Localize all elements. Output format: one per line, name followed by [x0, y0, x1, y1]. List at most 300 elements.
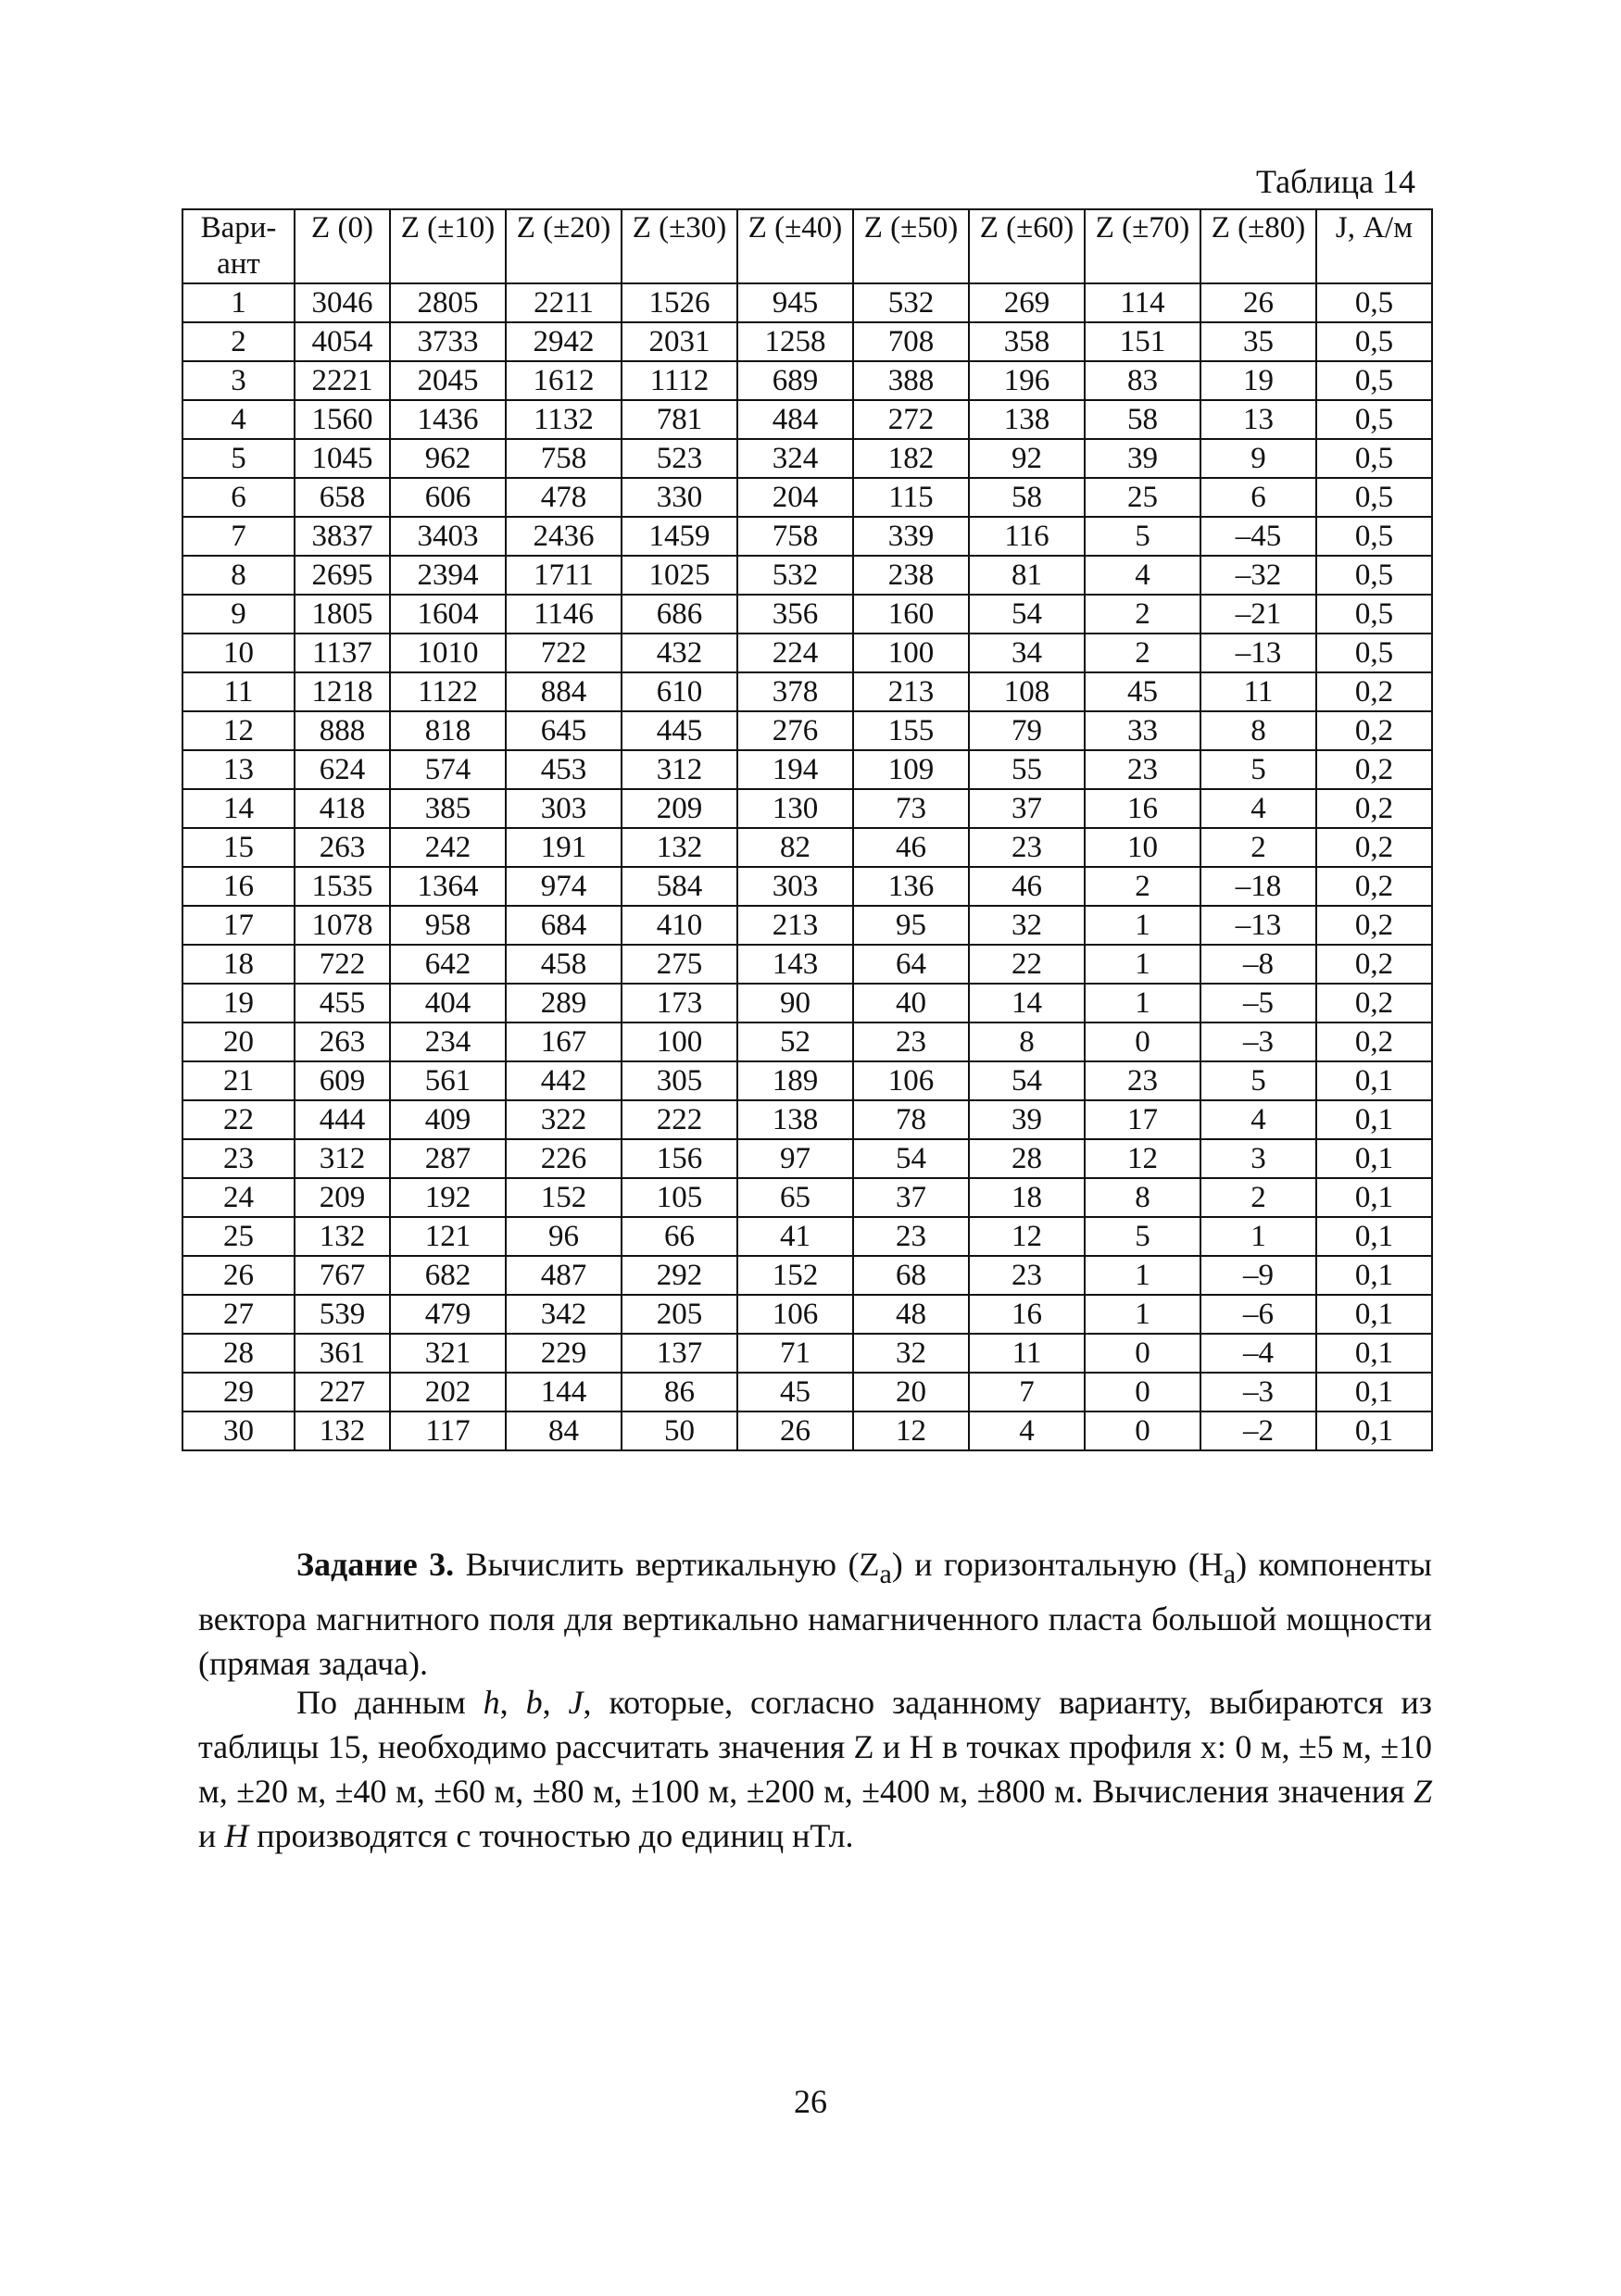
table-cell: 684: [506, 906, 622, 945]
table-row: [182, 1256, 1432, 1295]
table-cell: 10: [1085, 828, 1200, 867]
table-cell: 410: [622, 906, 737, 945]
table-cell: 23: [969, 1256, 1085, 1295]
table-row: [182, 1100, 1432, 1139]
variant-cell: 5: [182, 439, 295, 478]
table-cell: 213: [853, 672, 969, 711]
table-cell: 312: [295, 1139, 390, 1178]
table-cell: 16: [969, 1295, 1085, 1334]
table-cell: 0,5: [1316, 595, 1432, 634]
table-cell: 0,1: [1316, 1100, 1432, 1139]
table-cell: 767: [295, 1256, 390, 1295]
table-cell: 1436: [390, 400, 506, 439]
table-row: [182, 517, 1432, 556]
table-cell: 2211: [506, 283, 622, 322]
table-cell: 78: [853, 1100, 969, 1139]
table-cell: 192: [390, 1178, 506, 1217]
table-cell: 1612: [506, 361, 622, 400]
table-cell: 0: [1085, 1023, 1200, 1061]
variant-cell: 17: [182, 906, 295, 945]
table-cell: 234: [390, 1023, 506, 1061]
table-cell: 229: [506, 1334, 622, 1373]
table-cell: 1535: [295, 867, 390, 906]
table-cell: 0,1: [1316, 1411, 1432, 1450]
table-cell: 2031: [622, 322, 737, 361]
table-cell: 20: [853, 1373, 969, 1411]
table-cell: 224: [737, 634, 853, 672]
table-cell: 0: [1085, 1411, 1200, 1450]
table-cell: 624: [295, 750, 390, 789]
table-row: [182, 439, 1432, 478]
table-cell: 609: [295, 1061, 390, 1100]
table-cell: 1604: [390, 595, 506, 634]
header-col: Z (±40): [737, 209, 853, 283]
table-cell: 204: [737, 478, 853, 517]
var-h: h: [483, 1684, 500, 1721]
variant-cell: 8: [182, 556, 295, 595]
table-cell: 444: [295, 1100, 390, 1139]
table-cell: 54: [969, 1061, 1085, 1100]
table-cell: 0,5: [1316, 400, 1432, 439]
table-row: [182, 634, 1432, 672]
table-cell: 2: [1200, 828, 1316, 867]
table-cell: –3: [1200, 1023, 1316, 1061]
header-col: Z (±20): [506, 209, 622, 283]
table-cell: 574: [390, 750, 506, 789]
table-cell: 64: [853, 945, 969, 984]
variant-cell: 2: [182, 322, 295, 361]
table-cell: 71: [737, 1334, 853, 1373]
table-cell: 818: [390, 711, 506, 750]
table-cell: 2: [1085, 867, 1200, 906]
table-cell: 26: [737, 1411, 853, 1450]
table-cell: 95: [853, 906, 969, 945]
table-cell: 39: [1085, 439, 1200, 478]
table-cell: 46: [969, 867, 1085, 906]
table-cell: 213: [737, 906, 853, 945]
table-cell: 152: [506, 1178, 622, 1217]
table-cell: 45: [737, 1373, 853, 1411]
table-cell: 136: [853, 867, 969, 906]
table-cell: 3837: [295, 517, 390, 556]
table-cell: 54: [969, 595, 1085, 634]
table-cell: 409: [390, 1100, 506, 1139]
variant-cell: 11: [182, 672, 295, 711]
table-cell: 0,1: [1316, 1295, 1432, 1334]
table-cell: 3403: [390, 517, 506, 556]
table-cell: 3046: [295, 283, 390, 322]
table-cell: 66: [622, 1217, 737, 1256]
table-cell: 0,1: [1316, 1178, 1432, 1217]
variant-cell: 4: [182, 400, 295, 439]
variant-cell: 20: [182, 1023, 295, 1061]
table-cell: 0,5: [1316, 283, 1432, 322]
table-cell: 92: [969, 439, 1085, 478]
header-variant-line1: Вари-: [200, 211, 277, 245]
table-cell: 1218: [295, 672, 390, 711]
table-cell: 722: [295, 945, 390, 984]
variant-cell: 29: [182, 1373, 295, 1411]
table-cell: 1560: [295, 400, 390, 439]
table-cell: 5: [1085, 1217, 1200, 1256]
table-cell: 1459: [622, 517, 737, 556]
table-cell: 86: [622, 1373, 737, 1411]
table-cell: 23: [853, 1023, 969, 1061]
var-b: b: [525, 1684, 543, 1721]
table-cell: 1: [1085, 984, 1200, 1023]
table-cell: 445: [622, 711, 737, 750]
table-cell: 11: [1200, 672, 1316, 711]
table-cell: 1025: [622, 556, 737, 595]
header-col: Z (±30): [622, 209, 737, 283]
variant-cell: 30: [182, 1411, 295, 1450]
table-cell: –2: [1200, 1411, 1316, 1450]
table-cell: 2942: [506, 322, 622, 361]
variant-cell: 26: [182, 1256, 295, 1295]
table-cell: 0,5: [1316, 634, 1432, 672]
table-cell: 0,5: [1316, 361, 1432, 400]
task-paragraph-2: По данным h, b, J, которые, согласно заданному варианту, выбираются из таблицы 15, необходимо рассчитать значения Z и H в точках профиля x: 0 м, ±5 м, ±10 м, ±20 м, ±40 м, ±60 м, ±80 м, ±100 м, ±200 м, ±400 м, ±800 м. Вычисления значения Z и H производятся с точностью до единиц нТл.: [198, 1684, 1433, 1854]
table-cell: 0,2: [1316, 750, 1432, 789]
table-cell: 0,2: [1316, 828, 1432, 867]
table-cell: 26: [1200, 283, 1316, 322]
table-cell: 0,1: [1316, 1334, 1432, 1373]
table-cell: –32: [1200, 556, 1316, 595]
table-cell: 2394: [390, 556, 506, 595]
table-cell: –21: [1200, 595, 1316, 634]
page-number: 26: [794, 2083, 827, 2120]
table-cell: 33: [1085, 711, 1200, 750]
table-row: [182, 789, 1432, 828]
table-cell: 130: [737, 789, 853, 828]
table-cell: 1364: [390, 867, 506, 906]
table-cell: 3: [1200, 1139, 1316, 1178]
table-cell: 276: [737, 711, 853, 750]
table-cell: 34: [969, 634, 1085, 672]
table-cell: 1: [1085, 906, 1200, 945]
table-cell: 1137: [295, 634, 390, 672]
header-variant-line2: ант: [217, 247, 260, 281]
table-cell: 46: [853, 828, 969, 867]
table-cell: 958: [390, 906, 506, 945]
var-H: H: [224, 1817, 249, 1854]
table-cell: 81: [969, 556, 1085, 595]
table-row: [182, 478, 1432, 517]
table-cell: 17: [1085, 1100, 1200, 1139]
table-cell: 50: [622, 1411, 737, 1450]
table-cell: 173: [622, 984, 737, 1023]
table-cell: 84: [506, 1411, 622, 1450]
table-cell: 5: [1200, 1061, 1316, 1100]
table-cell: 4054: [295, 322, 390, 361]
table-cell: 222: [622, 1100, 737, 1139]
table-cell: 455: [295, 984, 390, 1023]
table-cell: 584: [622, 867, 737, 906]
table-cell: 0,2: [1316, 945, 1432, 984]
table-cell: 1010: [390, 634, 506, 672]
table-cell: 532: [853, 283, 969, 322]
table-cell: 7: [969, 1373, 1085, 1411]
header-col: Z (±10): [390, 209, 506, 283]
table-cell: 18: [969, 1178, 1085, 1217]
table-row: [182, 1334, 1432, 1373]
table-cell: 116: [969, 517, 1085, 556]
table-cell: 1: [1200, 1217, 1316, 1256]
task-title: Задание 3.: [296, 1546, 455, 1583]
table-row: [182, 361, 1432, 400]
table-cell: 23: [969, 828, 1085, 867]
table-cell: 191: [506, 828, 622, 867]
table-cell: 132: [295, 1411, 390, 1450]
table-cell: 321: [390, 1334, 506, 1373]
subscript-a: a: [879, 1559, 892, 1590]
table-cell: 1: [1085, 1256, 1200, 1295]
table-cell: 263: [295, 1023, 390, 1061]
table-cell: 303: [737, 867, 853, 906]
table-cell: 2045: [390, 361, 506, 400]
table-cell: 114: [1085, 283, 1200, 322]
table-cell: 132: [295, 1217, 390, 1256]
table-cell: 2: [1200, 1178, 1316, 1217]
table-cell: 272: [853, 400, 969, 439]
table-cell: 45: [1085, 672, 1200, 711]
table-cell: 100: [622, 1023, 737, 1061]
variant-cell: 27: [182, 1295, 295, 1334]
table-cell: 156: [622, 1139, 737, 1178]
table-cell: 4: [1200, 1100, 1316, 1139]
table-cell: 658: [295, 478, 390, 517]
table-cell: 65: [737, 1178, 853, 1217]
table-cell: 155: [853, 711, 969, 750]
table-cell: 539: [295, 1295, 390, 1334]
table-cell: 0,5: [1316, 439, 1432, 478]
table-cell: 2221: [295, 361, 390, 400]
table-cell: 0,5: [1316, 322, 1432, 361]
table-cell: 16: [1085, 789, 1200, 828]
table-cell: 73: [853, 789, 969, 828]
table-cell: 0,1: [1316, 1061, 1432, 1100]
variant-cell: 22: [182, 1100, 295, 1139]
table-cell: 1078: [295, 906, 390, 945]
table-cell: 106: [853, 1061, 969, 1100]
table-cell: 0,1: [1316, 1217, 1432, 1256]
table-cell: 48: [853, 1295, 969, 1334]
table-row: [182, 400, 1432, 439]
table-cell: 23: [853, 1217, 969, 1256]
table-cell: –8: [1200, 945, 1316, 984]
table-cell: 28: [969, 1139, 1085, 1178]
header-col: Z (0): [295, 209, 390, 283]
table-cell: 205: [622, 1295, 737, 1334]
header-col: Z (±60): [969, 209, 1085, 283]
table-cell: 561: [390, 1061, 506, 1100]
variant-cell: 13: [182, 750, 295, 789]
table-cell: 54: [853, 1139, 969, 1178]
header-variant: [182, 209, 295, 283]
table-cell: 209: [295, 1178, 390, 1217]
table-cell: 209: [622, 789, 737, 828]
table-cell: 25: [1085, 478, 1200, 517]
table-cell: 1258: [737, 322, 853, 361]
var-J: J: [568, 1684, 584, 1721]
task-text-1b: ) и горизонтальную (H: [891, 1546, 1224, 1583]
table-cell: 32: [969, 906, 1085, 945]
variant-cell: 25: [182, 1217, 295, 1256]
table-cell: 96: [506, 1217, 622, 1256]
table-row: [182, 945, 1432, 984]
table-cell: 479: [390, 1295, 506, 1334]
table-cell: 8: [969, 1023, 1085, 1061]
table-cell: 758: [737, 517, 853, 556]
table-row: [182, 595, 1432, 634]
var-Z: Z: [1413, 1773, 1433, 1810]
table-cell: 0: [1085, 1373, 1200, 1411]
table-cell: 884: [506, 672, 622, 711]
table-cell: 303: [506, 789, 622, 828]
variant-cell: 23: [182, 1139, 295, 1178]
table-row: [182, 1411, 1432, 1450]
table-row: [182, 1373, 1432, 1411]
table-caption: Таблица 14: [1256, 163, 1415, 200]
table-cell: 3733: [390, 322, 506, 361]
table-cell: 312: [622, 750, 737, 789]
table-cell: 289: [506, 984, 622, 1023]
table-cell: 686: [622, 595, 737, 634]
table-cell: 606: [390, 478, 506, 517]
variant-cell: 24: [182, 1178, 295, 1217]
table-cell: 1526: [622, 283, 737, 322]
table-cell: 781: [622, 400, 737, 439]
table-cell: 32: [853, 1334, 969, 1373]
task-text-1a: Вычислить вертикальную (Z: [465, 1546, 880, 1583]
table-cell: 330: [622, 478, 737, 517]
table-cell: 238: [853, 556, 969, 595]
table-cell: 378: [737, 672, 853, 711]
table-cell: 9: [1200, 439, 1316, 478]
table-cell: 2: [1085, 595, 1200, 634]
table-row: [182, 1139, 1432, 1178]
table-cell: –6: [1200, 1295, 1316, 1334]
table-cell: 58: [1085, 400, 1200, 439]
table-cell: 14: [969, 984, 1085, 1023]
table-cell: 322: [506, 1100, 622, 1139]
table-cell: –9: [1200, 1256, 1316, 1295]
table-cell: –18: [1200, 867, 1316, 906]
table-cell: 287: [390, 1139, 506, 1178]
table-cell: 117: [390, 1411, 506, 1450]
table-cell: 37: [853, 1178, 969, 1217]
table-cell: –4: [1200, 1334, 1316, 1373]
table-cell: 37: [969, 789, 1085, 828]
table-cell: 39: [969, 1100, 1085, 1139]
table-cell: 194: [737, 750, 853, 789]
table-cell: 105: [622, 1178, 737, 1217]
variant-cell: 28: [182, 1334, 295, 1373]
table-cell: 453: [506, 750, 622, 789]
table-row: [182, 711, 1432, 750]
variant-cell: 12: [182, 711, 295, 750]
table-cell: 115: [853, 478, 969, 517]
task-text-2b: которые, согласно заданному варианту, выбираются из таблицы 15, необходимо рассчитать значения Z и H в точках профиля x: 0 м, ±5 м, ±10 м, ±20 м, ±40 м, ±60 м, ±80 м, ±100 м, ±200 м, ±400 м, ±800 м. Вычисления значения: [198, 1684, 1433, 1810]
task-text-2c: производятся с точностью до единиц нТл.: [257, 1817, 854, 1854]
table-cell: 1112: [622, 361, 737, 400]
table-cell: 418: [295, 789, 390, 828]
table-cell: 23: [1085, 1061, 1200, 1100]
table-cell: 167: [506, 1023, 622, 1061]
table-cell: 79: [969, 711, 1085, 750]
variant-cell: 1: [182, 283, 295, 322]
table-cell: 487: [506, 1256, 622, 1295]
variant-cell: 10: [182, 634, 295, 672]
table-cell: 2695: [295, 556, 390, 595]
task-text-2a: По данным: [296, 1684, 466, 1721]
table-cell: 0: [1085, 1334, 1200, 1373]
table-cell: 2805: [390, 283, 506, 322]
table-cell: 108: [969, 672, 1085, 711]
table-cell: 888: [295, 711, 390, 750]
table-cell: 458: [506, 945, 622, 984]
table-cell: 0,2: [1316, 1023, 1432, 1061]
table-cell: 263: [295, 828, 390, 867]
table-cell: 356: [737, 595, 853, 634]
variant-cell: 3: [182, 361, 295, 400]
table-row: [182, 672, 1432, 711]
table-cell: 1122: [390, 672, 506, 711]
table-cell: 1045: [295, 439, 390, 478]
variant-cell: 16: [182, 867, 295, 906]
table-cell: 0,1: [1316, 1373, 1432, 1411]
table-cell: 4: [1200, 789, 1316, 828]
table-cell: 689: [737, 361, 853, 400]
table-cell: 40: [853, 984, 969, 1023]
subscript-a: a: [1223, 1559, 1237, 1590]
table-cell: 0,2: [1316, 711, 1432, 750]
table-cell: 532: [737, 556, 853, 595]
table-cell: 160: [853, 595, 969, 634]
table-cell: 8: [1085, 1178, 1200, 1217]
table-cell: 182: [853, 439, 969, 478]
header-col: J, А/м: [1316, 209, 1432, 283]
table-cell: 226: [506, 1139, 622, 1178]
table-cell: 52: [737, 1023, 853, 1061]
header-col: Z (±50): [853, 209, 969, 283]
table-cell: 100: [853, 634, 969, 672]
table-cell: 484: [737, 400, 853, 439]
variant-cell: 21: [182, 1061, 295, 1100]
table-cell: 138: [969, 400, 1085, 439]
table-cell: 2436: [506, 517, 622, 556]
table-row: [182, 322, 1432, 361]
table-cell: 0,1: [1316, 1139, 1432, 1178]
table-row: [182, 1023, 1432, 1061]
table-cell: 945: [737, 283, 853, 322]
table-cell: 358: [969, 322, 1085, 361]
task-text-and: и: [198, 1817, 217, 1854]
table-cell: 12: [1085, 1139, 1200, 1178]
variant-cell: 15: [182, 828, 295, 867]
variant-cell: 9: [182, 595, 295, 634]
table-cell: –3: [1200, 1373, 1316, 1411]
table-cell: 708: [853, 322, 969, 361]
table-cell: 0,2: [1316, 789, 1432, 828]
table-row: [182, 867, 1432, 906]
table-cell: 121: [390, 1217, 506, 1256]
table-cell: 610: [622, 672, 737, 711]
table-cell: 12: [969, 1217, 1085, 1256]
table-cell: 35: [1200, 322, 1316, 361]
table-cell: 1: [1085, 1295, 1200, 1334]
table-cell: 138: [737, 1100, 853, 1139]
